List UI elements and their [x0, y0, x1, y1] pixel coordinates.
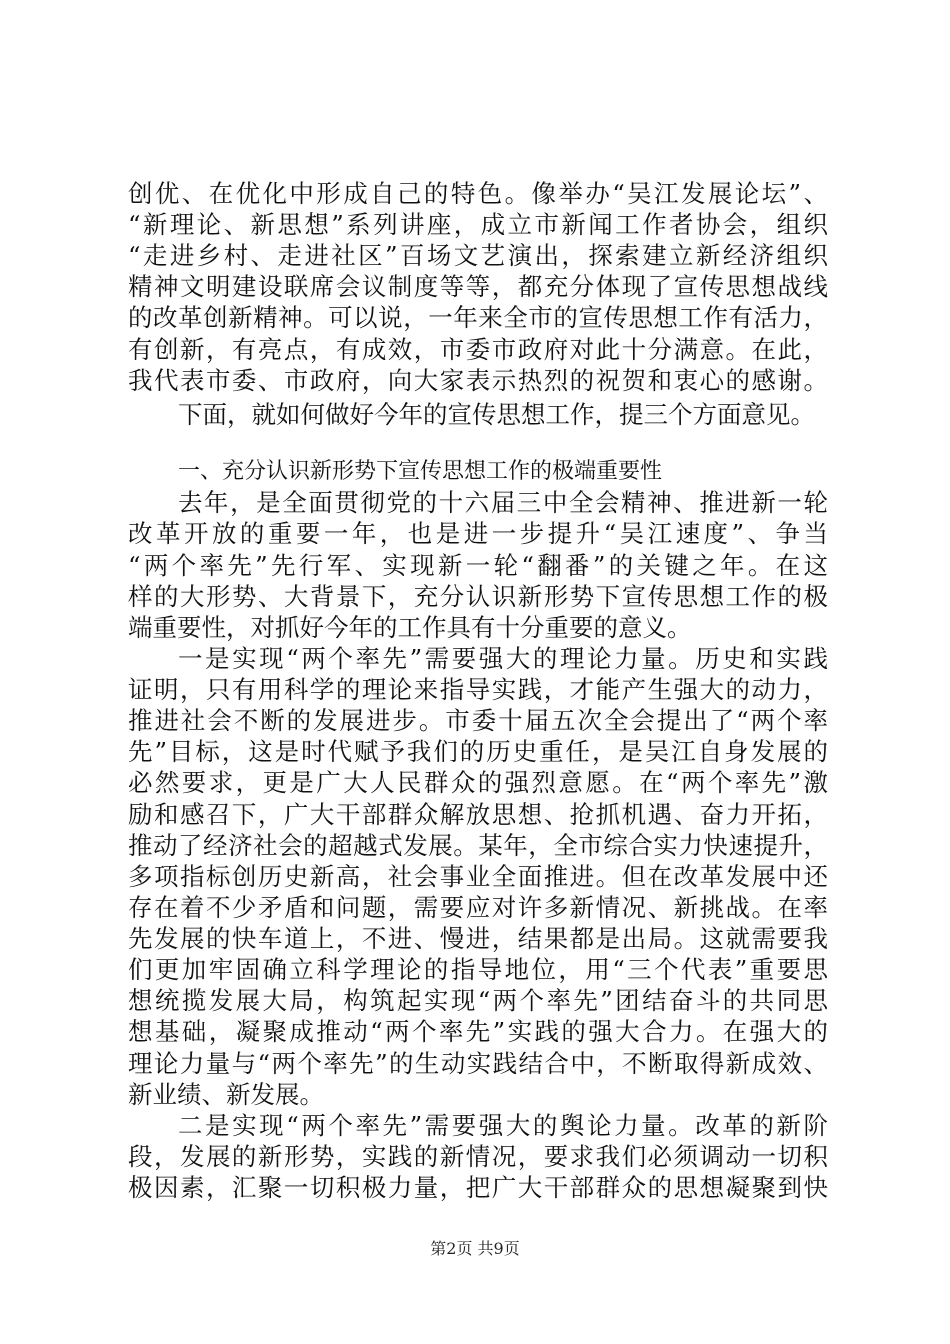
body-text-line: 先发展的快车道上，不进、慢进，结果都是出局。这就需要我: [128, 924, 828, 954]
page-footer: 第2页 共9页: [430, 1239, 520, 1258]
body-text-line: 段，发展的新形势，实践的新情况，要求我们必须调动一切积: [128, 1141, 828, 1171]
body-text-line: 理论力量与“两个率先”的生动实践结合中，不断取得新成效、: [128, 1048, 828, 1078]
body-text-line: 的改革创新精神。可以说，一年来全市的宣传思想工作有活力，: [128, 303, 828, 333]
body-text-line: 极因素，汇聚一切积极力量，把广大干部群众的思想凝聚到快: [128, 1173, 828, 1202]
body-text-line: 推进社会不断的发展进步。市委十届五次全会提出了“两个率: [128, 706, 828, 736]
body-text-line: 精神文明建设联席会议制度等等，都充分体现了宣传思想战线: [128, 272, 828, 302]
body-text-line: 有创新，有亮点，有成效，市委市政府对此十分满意。在此，: [128, 334, 828, 364]
body-text-line: 想统揽发展大局，构筑起实现“两个率先”团结奋斗的共同思: [128, 986, 828, 1016]
paragraph-first-line: 二是实现“两个率先”需要强大的舆论力量。改革的新阶: [178, 1110, 828, 1140]
body-text-line: 我代表市委、市政府，向大家表示热烈的祝贺和衷心的感谢。: [128, 365, 828, 395]
body-text-line: 推动了经济社会的超越式发展。某年，全市综合实力快速提升，: [128, 830, 828, 860]
body-text-line: “走进乡村、走进社区”百场文艺演出，探索建立新经济组织: [128, 241, 828, 271]
paragraph-first-line: 去年，是全面贯彻党的十六届三中全会精神、推进新一轮: [178, 488, 828, 518]
body-text-line: 样的大形势、大背景下，充分认识新形势下宣传思想工作的极: [128, 581, 828, 611]
body-text-line: 励和感召下，广大干部群众解放思想、抢抓机遇、奋力开拓，: [128, 799, 828, 829]
body-text-line: 创优、在优化中形成自己的特色。像举办“吴江发展论坛”、: [128, 179, 828, 208]
body-text-line: 想基础，凝聚成推动“两个率先”实践的强大合力。在强大的: [128, 1017, 828, 1047]
paragraph-first-line: 下面，就如何做好今年的宣传思想工作，提三个方面意见。: [178, 400, 815, 430]
body-text-line: 端重要性，对抓好今年的工作具有十分重要的意义。: [128, 612, 692, 642]
body-text-line: 新业绩、新发展。: [128, 1079, 324, 1109]
body-text-line: “新理论、新思想”系列讲座，成立市新闻工作者协会，组织: [128, 210, 828, 240]
body-text-line: 存在着不少矛盾和问题，需要应对许多新情况、新挑战。在率: [128, 892, 828, 922]
body-text-line: 们更加牢固确立科学理论的指导地位，用“三个代表”重要思: [128, 955, 828, 985]
paragraph-first-line: 一是实现“两个率先”需要强大的理论力量。历史和实践: [178, 643, 828, 673]
body-text-line: 证明，只有用科学的理论来指导实践，才能产生强大的动力，: [128, 675, 828, 705]
body-text-line: “两个率先”先行军、实现新一轮“翻番”的关键之年。在这: [128, 550, 828, 580]
body-text-line: 先”目标，这是时代赋予我们的历史重任，是吴江自身发展的: [128, 737, 828, 767]
body-text-line: 多项指标创历史新高，社会事业全面推进。但在改革发展中还: [128, 861, 828, 891]
section-heading: 一、充分认识新形势下宣传思想工作的极端重要性: [178, 459, 663, 485]
body-text-line: 必然要求，更是广大人民群众的强烈意愿。在“两个率先”激: [128, 768, 828, 798]
body-text-line: 改革开放的重要一年，也是进一步提升“吴江速度”、争当: [128, 519, 828, 549]
